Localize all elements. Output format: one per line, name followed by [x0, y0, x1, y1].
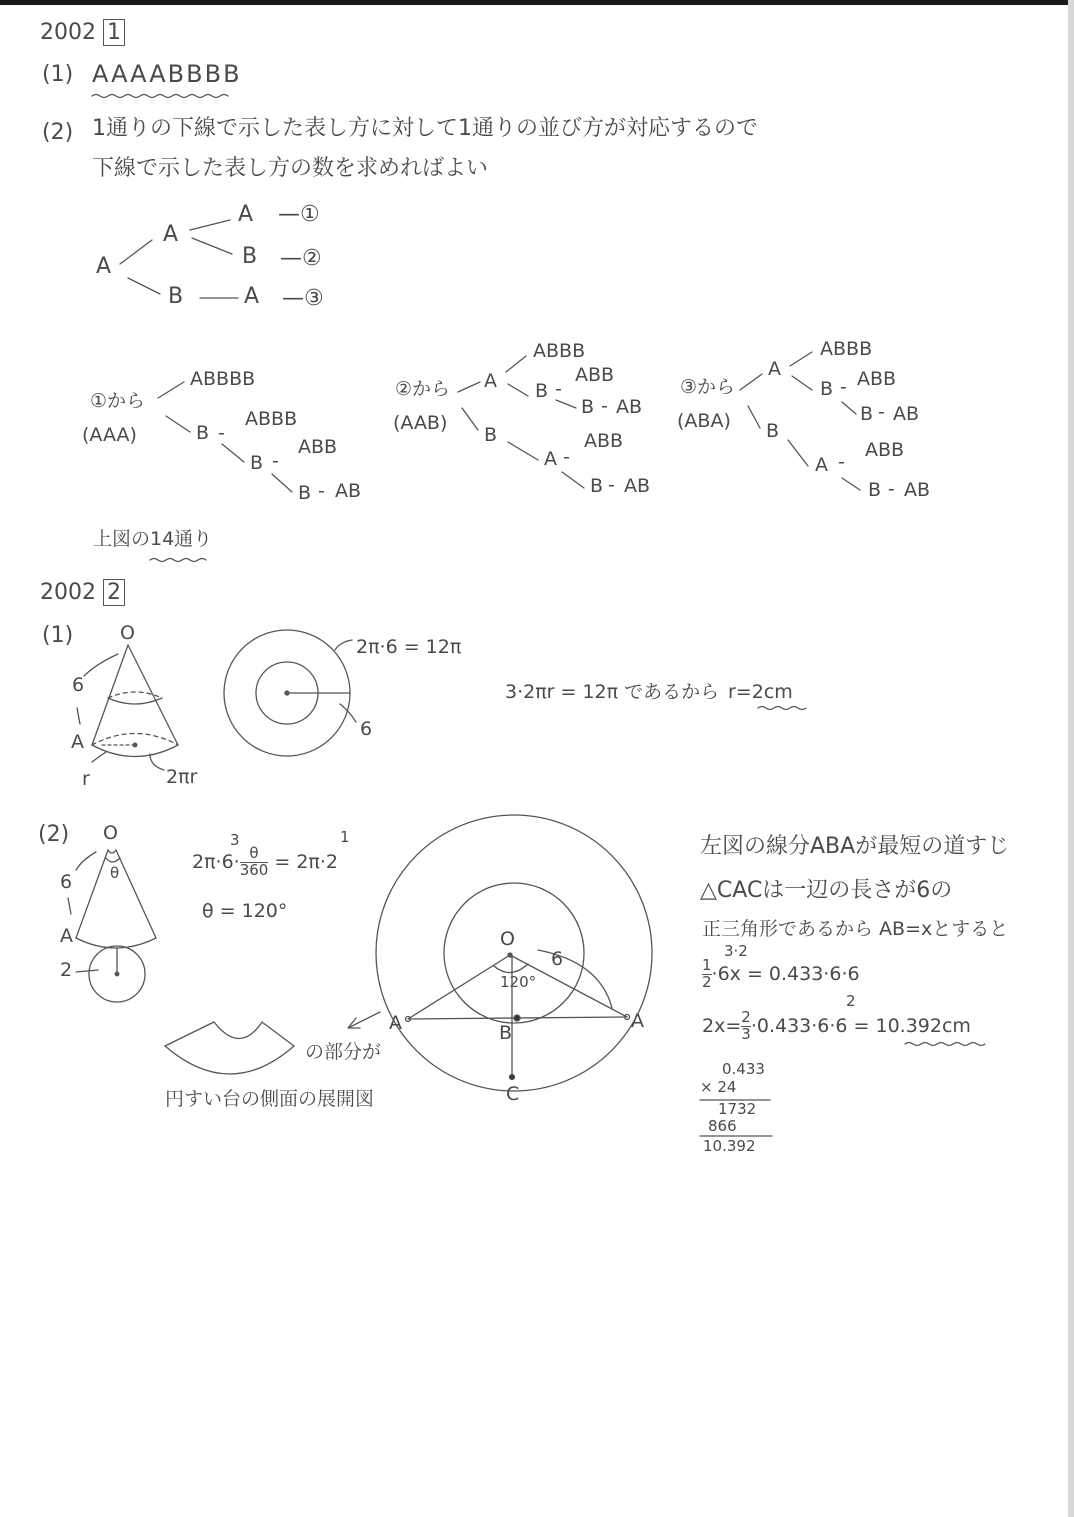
tree-line: [128, 278, 160, 294]
tree-line: [842, 402, 856, 414]
cone2-slant: 6: [60, 871, 73, 893]
mult-a: 0.433: [722, 1060, 765, 1078]
tree-line: [740, 374, 762, 390]
tree1-node: AB: [335, 480, 362, 502]
diagram-arrow: [348, 1012, 380, 1028]
tree2-node: A: [544, 448, 557, 470]
eq2-num: θ: [240, 846, 269, 863]
mult-p2: 866: [708, 1117, 737, 1135]
s2-q2-label: (2): [38, 822, 70, 847]
tree2-dash: -: [555, 378, 562, 400]
tree-line: [462, 408, 478, 430]
cone1-drawing: [77, 645, 178, 770]
tree3-dash: -: [888, 478, 895, 500]
calc2-num: 2: [741, 1008, 751, 1026]
cone1-slant: 6: [72, 674, 85, 696]
calc1-sup: 3·2: [724, 942, 748, 960]
tree-line: [790, 352, 812, 366]
tree1-node: B: [298, 482, 312, 504]
main-tree-node-a1: A: [163, 222, 179, 247]
eq2-lhs: 2π·6·: [192, 850, 240, 873]
tree3-node: ABBB: [820, 338, 873, 360]
cone2-angle: θ: [110, 864, 120, 882]
tree-line: [506, 356, 526, 372]
diagram-o: O: [500, 928, 515, 950]
tree2-dash: -: [608, 474, 615, 496]
main-tree-node-b2: B: [168, 284, 184, 309]
tree1-dash: -: [272, 450, 279, 472]
tree-line: [792, 376, 812, 390]
tree2-node: A: [484, 370, 497, 392]
eq2-den: 360: [239, 860, 269, 879]
tree2-node: B: [484, 424, 498, 446]
main-tree-node-a3: A: [244, 284, 260, 309]
right-text3: 正三角形であるから AB=xとすると: [702, 918, 1009, 940]
cone2-point: A: [60, 925, 73, 947]
tree3-dash: -: [878, 401, 885, 423]
tree3-node: ABB: [857, 368, 897, 390]
section1-number: 1: [103, 19, 125, 46]
tree3-node: A: [815, 454, 828, 476]
tree-line: [748, 406, 760, 428]
tree2-node: B: [581, 396, 595, 418]
diagram-angle-arc: [494, 964, 528, 973]
diagram-inner-circle: [444, 883, 584, 1023]
tree2-node: ABB: [575, 364, 615, 386]
q2-line1: 1通りの下線で示した表し方に対して1通りの並び方が対応するので: [92, 116, 758, 141]
cone2-base-dot: [115, 972, 119, 976]
tree-line: [166, 416, 190, 432]
tree3-node: B: [766, 420, 780, 442]
tree1-label: ①から: [90, 390, 146, 412]
eq2-sup3: 3: [230, 831, 240, 849]
tree-line: [556, 400, 576, 408]
tree3-node: AB: [904, 479, 931, 501]
eq2-rhs: = 2π·2: [268, 850, 338, 873]
tree-line: [788, 440, 808, 466]
sector-caption2: 円すい台の側面の展開図: [165, 1088, 375, 1110]
tree3-node: ABB: [865, 439, 905, 461]
wavy-underline: [150, 559, 206, 562]
diagram-point-o: [508, 953, 512, 957]
tree-line: [192, 238, 232, 254]
tree3-node: AB: [893, 403, 920, 425]
diagram-angle: 120°: [500, 973, 537, 991]
tree-line: [272, 474, 292, 492]
diagram-a-left: A: [389, 1012, 402, 1034]
q2-label: (2): [42, 120, 74, 145]
tree1-sub: (AAA): [82, 424, 137, 446]
section2-year: 2002: [40, 580, 96, 605]
eq2-sup1: 1: [340, 828, 350, 846]
main-tree-root: A: [96, 254, 112, 279]
calc2-answer: 10.392cm: [875, 1014, 971, 1037]
tree2-node: ABBB: [533, 340, 586, 362]
tree-line: [562, 472, 584, 488]
calc2-den: 3: [741, 1024, 751, 1043]
wavy-underline: [92, 95, 228, 98]
mult-p1: 1732: [718, 1100, 757, 1118]
tree1-node: B: [250, 452, 264, 474]
calc1-half-num: 1: [702, 956, 712, 974]
main-tree-case1: —①: [278, 202, 320, 227]
tree1-dash: -: [318, 480, 325, 502]
tree-conclusion: 上図の14通り: [93, 528, 213, 550]
circle1-pointer: [335, 640, 352, 650]
tree2-node: ABB: [584, 430, 624, 452]
tree-line: [842, 478, 860, 490]
calc2-sup: 2: [846, 992, 856, 1010]
tree1-node: ABB: [298, 436, 338, 458]
main-tree-node-b1: B: [242, 244, 258, 269]
sector-caption: の部分が: [305, 1041, 382, 1063]
circle1-center-dot: [285, 691, 289, 695]
diagram-line-oa-left: [408, 955, 510, 1019]
diagram-a-right: A: [631, 1010, 644, 1032]
diagram-six-arrow: [538, 950, 612, 1008]
cone2-apex: O: [103, 822, 118, 844]
tree3-node: B: [860, 403, 874, 425]
tree3-node: B: [820, 378, 834, 400]
q1-label: (1): [42, 62, 74, 87]
cone2-drawing: [68, 850, 156, 1002]
tree2-dash: -: [563, 446, 570, 468]
diagram-point-b: [514, 1015, 520, 1021]
eq1-answer: r=2cm: [728, 681, 793, 703]
sector-shape: [165, 1022, 294, 1074]
theta-result: θ = 120°: [202, 900, 288, 922]
tree-line: [458, 382, 480, 392]
cone1-apex: O: [120, 622, 135, 644]
diagram-six: 6: [551, 948, 564, 970]
diagram-outer-circle: [376, 815, 652, 1091]
tree3-sub: (ABA): [677, 410, 731, 432]
mult-b: × 24: [700, 1078, 737, 1096]
tree-line: [158, 382, 184, 398]
tree1-node: ABBBB: [190, 368, 256, 390]
s2-q1-label: (1): [42, 623, 74, 648]
diagram-point-c: [510, 1075, 515, 1080]
tree-line: [120, 240, 152, 264]
eq1: 3·2πr = 12π であるから: [505, 681, 720, 703]
main-tree-case2: —②: [280, 246, 322, 271]
tree2-node: B: [590, 475, 604, 497]
tree1-node: ABBB: [245, 408, 298, 430]
tree3-dash: -: [838, 451, 845, 473]
tree1-dash: -: [218, 422, 225, 444]
tree1-node: B: [196, 422, 210, 444]
tree2-label: ②から: [395, 378, 451, 400]
tree3-label: ③から: [680, 376, 736, 398]
calc2-rest: ·0.433·6·6 =: [750, 1014, 876, 1037]
main-tree-case3: —③: [282, 286, 324, 311]
cone1-circ: 2πr: [166, 766, 198, 788]
q2-line2: 下線で示した表し方の数を求めればよい: [92, 156, 489, 181]
tree-line: [508, 442, 538, 460]
tree3-node: A: [768, 358, 781, 380]
tree3-node: B: [868, 479, 882, 501]
tree2-dash: -: [601, 395, 608, 417]
right-text1: 左図の線分ABAが最短の道すじ: [700, 834, 1010, 859]
calc2-left: 2x=: [702, 1014, 742, 1037]
calc1-rest: ·6x = 0.433·6·6: [711, 962, 860, 985]
circle1-circ-label: 2π·6 = 12π: [356, 636, 462, 658]
tree2-node: AB: [616, 396, 643, 418]
cone1-point: A: [71, 731, 84, 753]
right-text2: △CACは一辺の長さが6の: [700, 878, 953, 903]
diagram-b: B: [499, 1022, 513, 1044]
diagram-c: C: [506, 1083, 520, 1105]
q1-answer: AAAABBBB: [92, 60, 242, 88]
tree-line: [508, 384, 528, 396]
wavy-underline: [905, 1043, 985, 1046]
tree3-dash: -: [840, 376, 847, 398]
tree2-node: AB: [624, 475, 651, 497]
cone1-center-dot: [133, 743, 137, 747]
calc1-half-den: 2: [702, 972, 712, 991]
cone2-base: 2: [60, 959, 73, 981]
main-tree-node-a2: A: [238, 202, 254, 227]
tree-line: [190, 220, 230, 230]
circle1-radius-label: 6: [360, 718, 373, 740]
wavy-underline: [758, 707, 806, 710]
tree2-sub: (AAB): [393, 412, 448, 434]
mult-sum: 10.392: [703, 1137, 756, 1155]
section2-number: 2: [103, 579, 125, 606]
cone1-radius: r: [82, 768, 90, 790]
tree2-node: B: [535, 380, 549, 402]
section1-year: 2002: [40, 20, 96, 45]
tree-line: [222, 444, 244, 462]
